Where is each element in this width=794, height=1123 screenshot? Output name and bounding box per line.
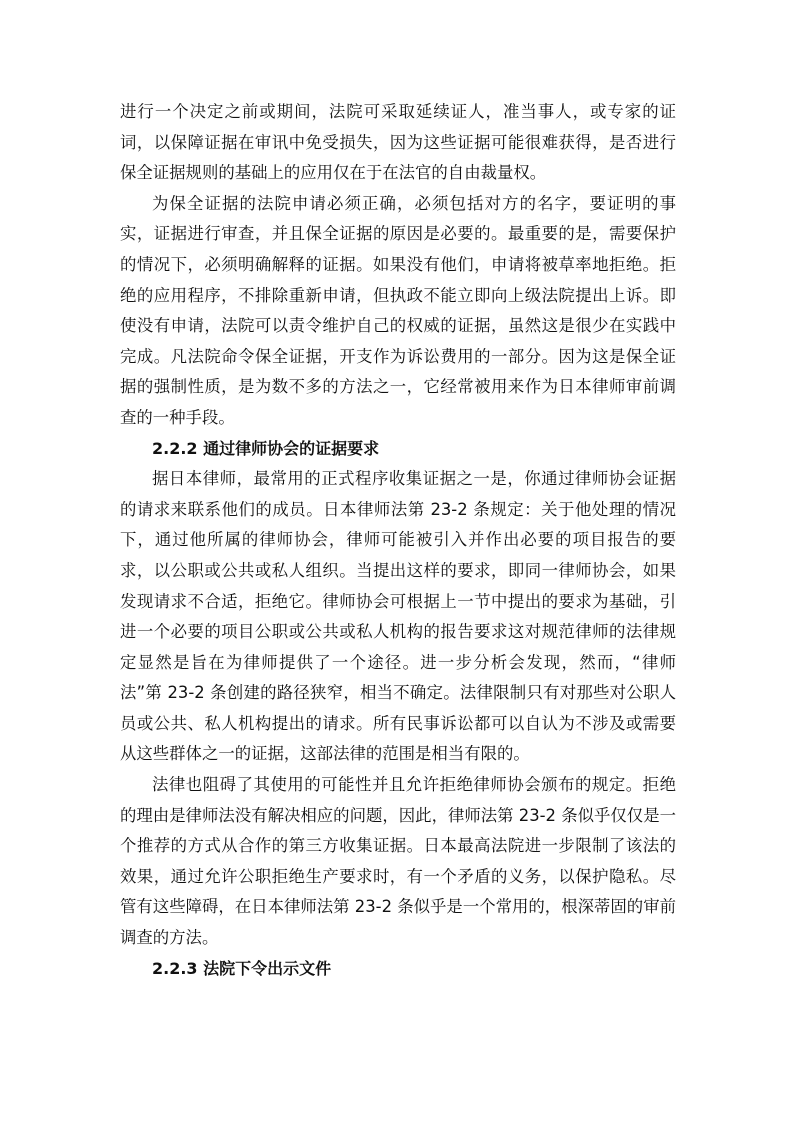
paragraph-2: 为保全证据的法院申请必须正确，必须包括对方的名字，要证明的事实，证据进行审查，并且保全证据的原因是必要的。最重要的是，需要保护的情况下，必须明确解释的证据。如果没有他们，申请将被草率地拒绝。拒绝的应用程序，不排除重新申请，但执政不能立即向上级法院提出上诉。即使没有申请，法院可以责令维护自己的权威的证据，虽然这是很少在实践中完成。凡法院命令保全证据，开支作为诉讼费用的一部分。因为这是保全证据的强制性质，是为数不多的方法之一，它经常被用来作为日本律师审前调查的一种手段。 (120, 193, 676, 427)
paragraph-1: 进行一个决定之前或期间，法院可采取延续证人，准当事人，或专家的证词，以保障证据在审讯中免受损失，因为这些证据可能很难获得，是否进行保全证据规则的基础上的应用仅在于在法官的自由裁量权。 (120, 102, 676, 183)
document-page (120, 97, 676, 984)
section-heading-2-2-2: 2.2.2 通过律师协会的证据要求 (152, 438, 380, 458)
paragraph-4: 法律也阻碍了其使用的可能性并且允许拒绝律师协会颁布的规定。拒绝的理由是律师法没有解决相应的问题，因此，律师法第 23-2 条似乎仅仅是一个推荐的方式从合作的第三方收集证据。日本最高法院进一步限制了该法的效果，通过允许公职拒绝生产要求时，有一个矛盾的义务，以保护隐私。尽管有这些障碍，在日本律师法第 23-2 条似乎是一个常用的，根深蒂固的审前调查的方法。 (120, 775, 676, 948)
section-heading-2-2-3: 2.2.3 法院下令出示文件 (152, 958, 332, 978)
paragraph-3: 据日本律师，最常用的正式程序收集证据之一是，你通过律师协会证据的请求来联系他们的成员。日本律师法第 23-2 条规定：关于他处理的情况下，通过他所属的律师协会，律师可能被引入并作出必要的项目报告的要求，以公职或公共或私人组织。当提出这样的要求，即同一律师协会，如果发现请求不合适，拒绝它。律师协会可根据上一节中提出的要求为基础，引进一个必要的项目公职或公共或私人机构的报告要求这对规范律师的法律规定显然是旨在为律师提供了一个途径。进一步分析会发现，然而，“律师法”第 23-2 条创建的路径狭窄，相当不确定。法律限制只有对那些对公职人员或公共、私人机构提出的请求。所有民事诉讼都可以自认为不涉及或需要从这些群体之一的证据，这部法律的范围是相当有限的。 (120, 469, 676, 764)
